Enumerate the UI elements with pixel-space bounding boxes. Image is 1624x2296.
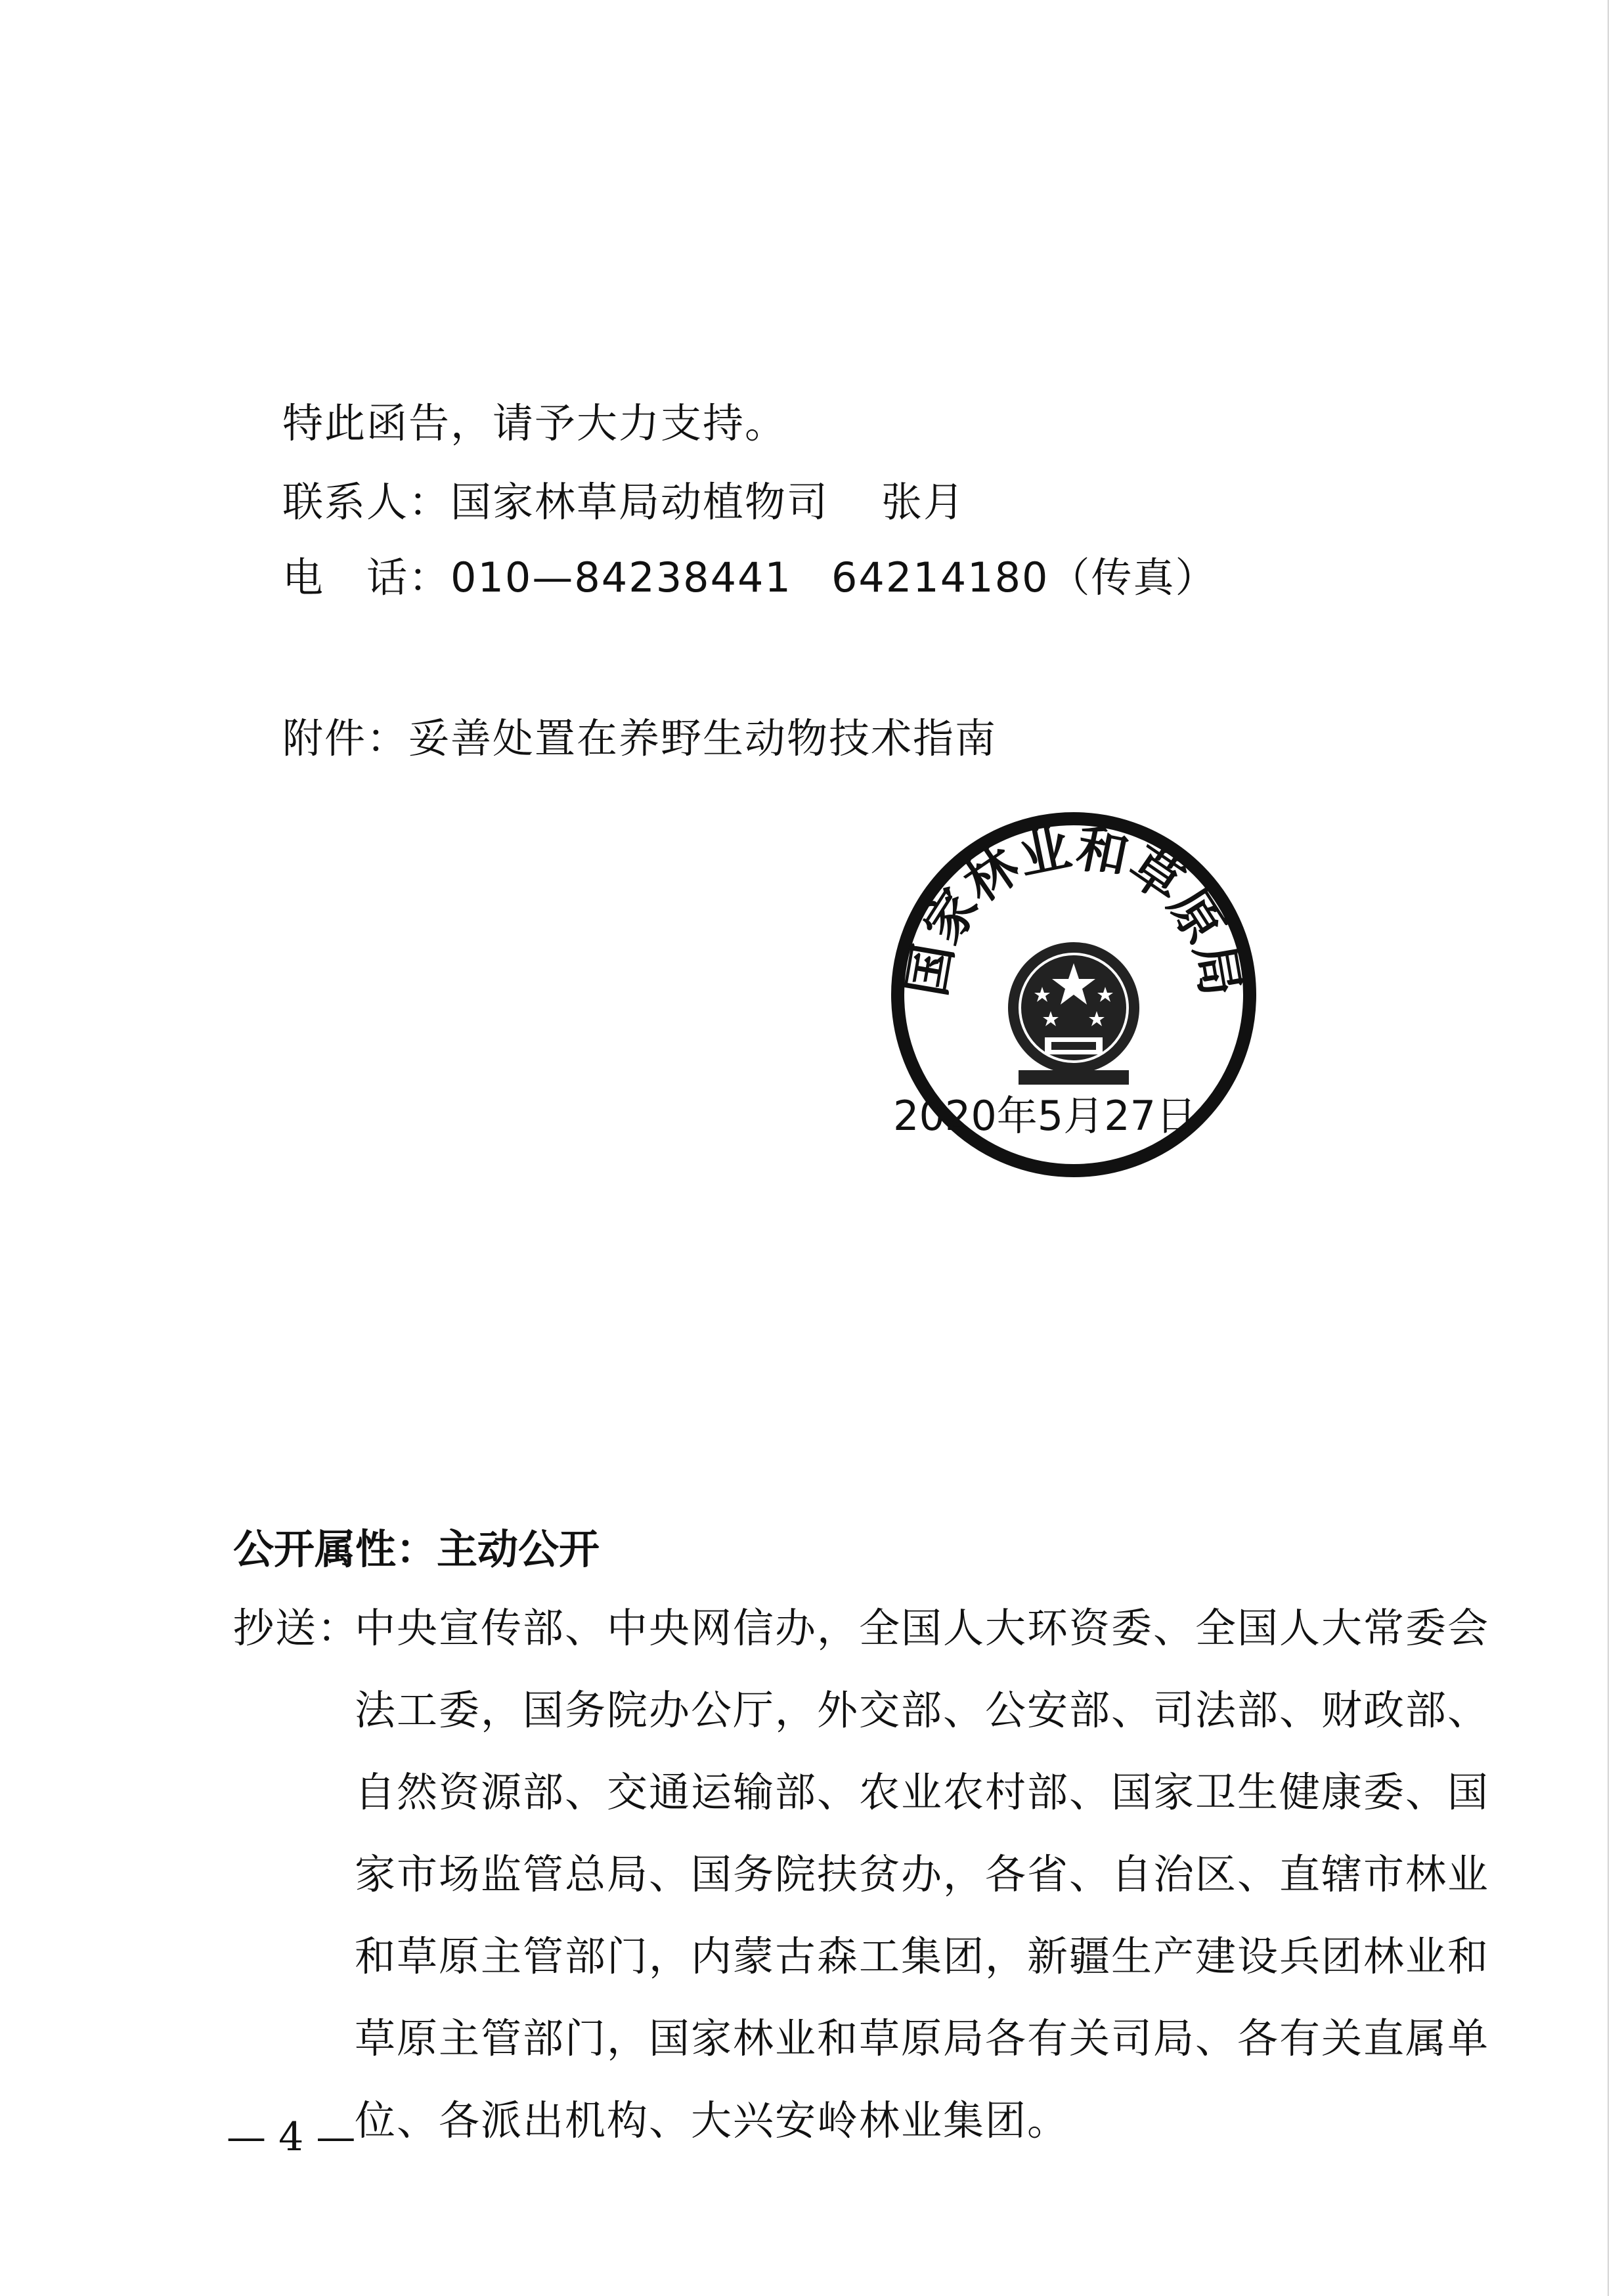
- disclosure-label: 公开属性：: [233, 1525, 437, 1573]
- cc-line: 法工委，国务院办公厅，外交部、公安部、司法部、财政部、: [355, 1686, 1490, 1734]
- cc-line: 和草原主管部门，内蒙古森工集团，新疆生产建设兵团林业和: [355, 1932, 1490, 1980]
- seal-text: 国家林业和草原局: [897, 818, 1250, 1001]
- page-number: — 4 —: [227, 2114, 356, 2160]
- contact-name: 张月: [881, 478, 966, 526]
- closing-request: 特此函告，请予大力支持。: [282, 399, 787, 447]
- cc-line: 中央宣传部、中央网信办，全国人大环资委、全国人大常委会: [355, 1604, 1490, 1652]
- fax-number: 64214180（传真）: [831, 553, 1218, 601]
- phone-number: 010—84238441: [450, 553, 792, 601]
- disclosure-value: 主动公开: [437, 1525, 600, 1573]
- attachment-line: [282, 706, 997, 764]
- cc-line: 家市场监管总局、国务院扶贫办，各省、自治区、直辖市林业: [355, 1850, 1490, 1898]
- page-fold-line: [1608, 0, 1609, 2296]
- phone-line: [282, 545, 1218, 603]
- phone-label: 电 话：: [282, 553, 451, 601]
- cc-line: 位、各派出机构、大兴安岭林业集团。: [355, 2096, 1070, 2144]
- cc-line: 自然资源部、交通运输部、农业农村部、国家卫生健康委、国: [355, 1768, 1490, 1816]
- cc-label: 抄送：: [233, 1604, 360, 1652]
- disclosure-line: [233, 1517, 600, 1575]
- attachment-label: 附件：: [282, 714, 409, 762]
- attachment-title: 妥善处置在养野生动物技术指南: [408, 714, 998, 762]
- contact-label: 联系人：: [282, 478, 451, 526]
- contact-line: [282, 469, 965, 528]
- contact-department: 国家林草局动植物司: [450, 478, 829, 526]
- cc-line: 草原主管部门，国家林业和草原局各有关司局、各有关直属单: [355, 2014, 1490, 2062]
- signature-date: 2020年5月27日: [893, 1092, 1197, 1140]
